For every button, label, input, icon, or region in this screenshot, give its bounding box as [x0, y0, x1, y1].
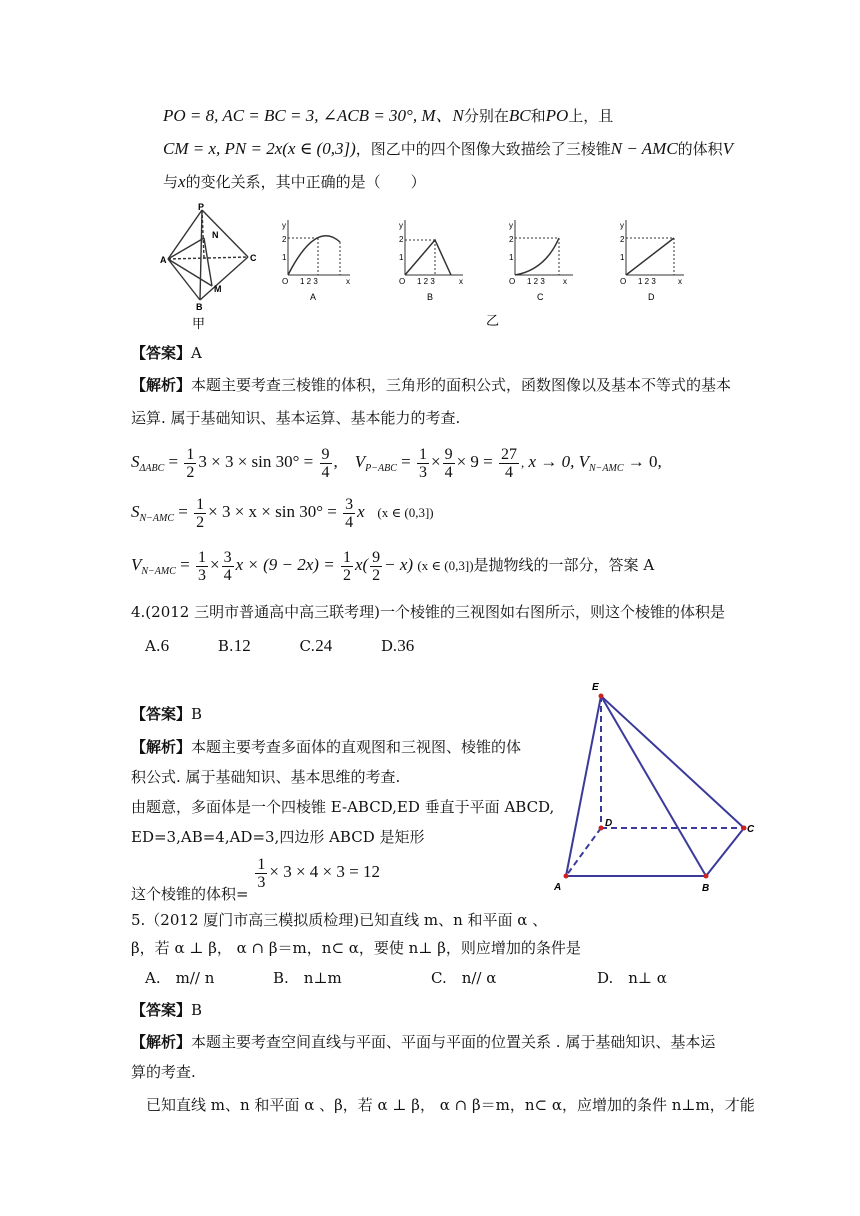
analysis-p4-text-2: 积公式. 属于基础知识、基本思维的考查. [131, 768, 401, 786]
p5-opt-A: A. m// n [145, 969, 215, 987]
svg-text:O: O [282, 277, 289, 286]
analysis-p3-2 [131, 408, 460, 428]
analysis-p4-4 [131, 827, 425, 847]
p5-opt-B: B. n⊥m [273, 969, 342, 987]
line1-text: 分别在 [463, 107, 509, 125]
line2-var: N − AMC [610, 139, 678, 158]
problem5-stem-1 [131, 910, 547, 930]
volume-expr: × 3 × 4 × 3 = 12 [269, 862, 380, 881]
svg-text:2: 2 [620, 235, 625, 244]
fig-jia: 甲 [192, 316, 206, 331]
analysis-p4-1 [131, 737, 521, 757]
opt-A-value: 6 [160, 636, 170, 655]
answer-p3 [131, 343, 202, 363]
line3-a: 与 [163, 173, 179, 191]
svg-text:y: y [399, 221, 403, 230]
p5-opt-D: D. n⊥ α [597, 969, 667, 987]
formula-2-tail: x [357, 502, 365, 521]
analysis-p3-1 [131, 375, 731, 395]
opt-A-label: A. [145, 637, 161, 655]
analysis-p5-2 [131, 1062, 196, 1082]
analysis-p5-text-1: 本题主要考查空间直线与平面、平面与平面的位置关系 . 属于基础知识、基本运 [191, 1033, 716, 1051]
analysis-label-p5: 【解析】 [131, 1033, 192, 1051]
analysis-p5-text-3: 已知直线 m、n 和平面 α 、β，若 α ⊥ β， α ∩ β＝m，n⊂ α，应增加的条件 n⊥m，才能 [146, 1096, 755, 1114]
svg-text:2: 2 [282, 235, 287, 244]
graph-A [282, 220, 350, 302]
analysis-text-1: 本题主要考查三棱锥的体积，三角形的面积公式，函数图像以及基本不等式的基本 [191, 376, 732, 394]
label-C: C [250, 253, 257, 263]
opt-B-value: 12 [233, 636, 251, 655]
volume-line: 这个棱锥的体积= $\frac{1}{3}$ × 3 × 4 × 3 = 12 [131, 855, 380, 903]
formula-1b-rest: × 9 = [456, 452, 493, 471]
svg-text:y: y [620, 221, 624, 230]
analysis-p4-text-1: 本题主要考查多面体的直观图和三视图、棱锥的体 [191, 738, 522, 756]
opt-B-label: B. [217, 637, 234, 655]
answer-label-p4: 【答案】 [131, 705, 192, 723]
label-M: M [214, 284, 222, 294]
answer-value-p5: B [191, 1001, 203, 1019]
answer-p5 [131, 1000, 202, 1020]
analysis-text-2: 运算. 属于基础知识、基本运算、基本能力的考查. [131, 409, 461, 427]
and-text: 和 [530, 107, 546, 125]
formula-3-x: x( [354, 555, 369, 574]
answer-value-p4: B [191, 705, 203, 723]
problem4-options [145, 636, 414, 656]
graph-B [399, 220, 463, 302]
formula-2-domain: (x ∈ (0,3]) [377, 505, 434, 520]
formula-1c: x → 0, V [528, 452, 589, 471]
formula-3-domain: (x ∈ (0,3]) [417, 558, 474, 573]
po-var: PO [545, 106, 569, 125]
analysis-label-p4: 【解析】 [131, 738, 192, 756]
problem3-line3 [163, 172, 426, 192]
line2-V: V [722, 139, 734, 158]
pyramid-label-E: E [592, 682, 599, 693]
pyramid-label-A: A [554, 882, 562, 893]
problem5-stem-2-text: β，若 α ⊥ β， α ∩ β＝m，n⊂ α，要使 n⊥ β，则应增加的条件是 [131, 939, 581, 957]
problem4-stem-text: 4.(2012 三明市普通高中高三联考理)一个棱锥的三视图如右图所示，则这个棱锥的体积是 [131, 603, 725, 621]
volume-text: 这个棱锥的体积= [131, 885, 249, 903]
svg-text:x: x [678, 277, 682, 286]
line1-math: PO = 8, AC = BC = 3, ∠ACB = 30°, M、N [163, 106, 464, 125]
graph-D [620, 220, 684, 302]
fig-yi: 乙 [486, 313, 500, 328]
analysis-p4-3 [131, 797, 554, 817]
pyramid-figure [548, 676, 768, 896]
analysis-label: 【解析】 [131, 376, 192, 394]
pyramid-label-C: C [747, 824, 755, 835]
problem3-figures [150, 200, 710, 335]
formula-1c-sub: N−AMC [588, 463, 624, 474]
problem5-stem-1-text: 5.（2012 厦门市高三模拟质检理)已知直线 m、n 和平面 α 、 [131, 911, 548, 929]
formula-3-mid: x × (9 − 2x) = [235, 555, 335, 574]
answer-label: 【答案】 [131, 344, 192, 362]
graph-B-label: B [427, 292, 434, 302]
svg-text:1: 1 [509, 253, 514, 262]
line2-math: CM = x, PN = 2x(x ∈ (0,3]) [163, 139, 356, 158]
analysis-p4-text-3: 由题意，多面体是一个四棱锥 E-ABCD,ED 垂直于平面 ABCD, [131, 798, 555, 816]
analysis-p5-1 [131, 1032, 715, 1052]
answer-value: A [191, 344, 202, 362]
svg-text:1: 1 [282, 253, 287, 262]
svg-text:1: 1 [399, 253, 404, 262]
svg-text:O: O [509, 277, 516, 286]
svg-text:O: O [620, 277, 627, 286]
formula-2: $S_{N-AMC}$ = $\frac{1}{2}$ × 3 × x × sin 30° = $\frac{3}{4}$ x (x ∈ (0,3]) [131, 495, 434, 531]
opt-C-value: 24 [315, 636, 333, 655]
opt-D-label: D. [380, 637, 398, 655]
problem3-line2 [163, 139, 733, 159]
svg-text:2: 2 [399, 235, 404, 244]
label-P: P [198, 202, 205, 212]
pyramid-label-B: B [702, 883, 710, 894]
line1-tail: 上，且 [568, 107, 614, 125]
problem5-stem-2 [131, 938, 581, 958]
line2-tail: 的体积 [677, 140, 723, 158]
formula-2-rest: × 3 × x × sin 30° = [208, 502, 337, 521]
opt-D-value: 36 [397, 636, 415, 655]
line2-text: ，图乙中的四个图像大致描绘了三棱锥 [355, 140, 611, 158]
analysis-p4-2 [131, 767, 400, 787]
analysis-p5-text-2: 算的考查. [131, 1063, 196, 1081]
graph-D-label: D [648, 292, 655, 302]
analysis-p4-text-4: ED=3,AB=4,AD=3,四边形 ABCD 是矩形 [131, 828, 425, 846]
svg-text:1 2 3: 1 2 3 [300, 277, 318, 286]
p5-opt-C: C. n// α [431, 969, 497, 987]
label-N: N [212, 230, 219, 240]
svg-text:y: y [509, 221, 513, 230]
analysis-p5-3 [146, 1095, 755, 1115]
svg-text:x: x [346, 277, 350, 286]
svg-text:2: 2 [509, 235, 514, 244]
formula-1-rest: 3 × 3 × sin 30° = [198, 452, 314, 471]
svg-text:x: x [459, 277, 463, 286]
pyramid-label-D: D [605, 818, 613, 829]
formula-1c-tail: → 0, [627, 452, 662, 471]
label-A: A [160, 255, 167, 265]
formula-1: $S_{\Delta ABC}$ = $\frac{1}{2}$ 3 × 3 × sin 30° = $\frac{9}{4}$ , $V_{P-ABC}$ = $\frac{1}{3}$ × $\frac{9}{4}$ × 9 = $\frac{27}{4}$ , x → 0, $V_{N-AMC} \to 0$, [131, 445, 662, 481]
svg-text:O: O [399, 277, 406, 286]
graph-C [509, 220, 573, 302]
label-B: B [196, 302, 203, 312]
problem4-stem [131, 602, 725, 622]
bc-var: BC [508, 106, 531, 125]
svg-text:1 2 3: 1 2 3 [638, 277, 656, 286]
svg-text:y: y [282, 221, 286, 230]
formula-3-text: 是抛物线的一部分，答案 A [473, 556, 655, 574]
formula-3-tail: − x) [384, 555, 414, 574]
problem5-options [145, 968, 667, 988]
graph-C-label: C [537, 292, 544, 302]
answer-label-p5: 【答案】 [131, 1001, 192, 1019]
svg-text:1 2 3: 1 2 3 [527, 277, 545, 286]
svg-text:1: 1 [620, 253, 625, 262]
tetrahedron-figure [168, 210, 248, 300]
problem3-line1 [163, 106, 613, 126]
svg-text:x: x [563, 277, 567, 286]
line3-x: x [178, 172, 186, 191]
line3-b: 的变化关系，其中正确的是（ ） [185, 173, 426, 191]
svg-text:1 2 3: 1 2 3 [417, 277, 435, 286]
formula-3: $V_{N-AMC}$ = $\frac{1}{3}$ × $\frac{3}{4}$ x × (9 − 2x) = $\frac{1}{2}$ x( $\frac{9}{2}$ − x) (x ∈ (0,3])是抛物线的一部分，答案 A [131, 548, 655, 584]
opt-C-label: C. [299, 637, 316, 655]
graph-A-label: A [310, 292, 317, 302]
answer-p4 [131, 704, 202, 724]
